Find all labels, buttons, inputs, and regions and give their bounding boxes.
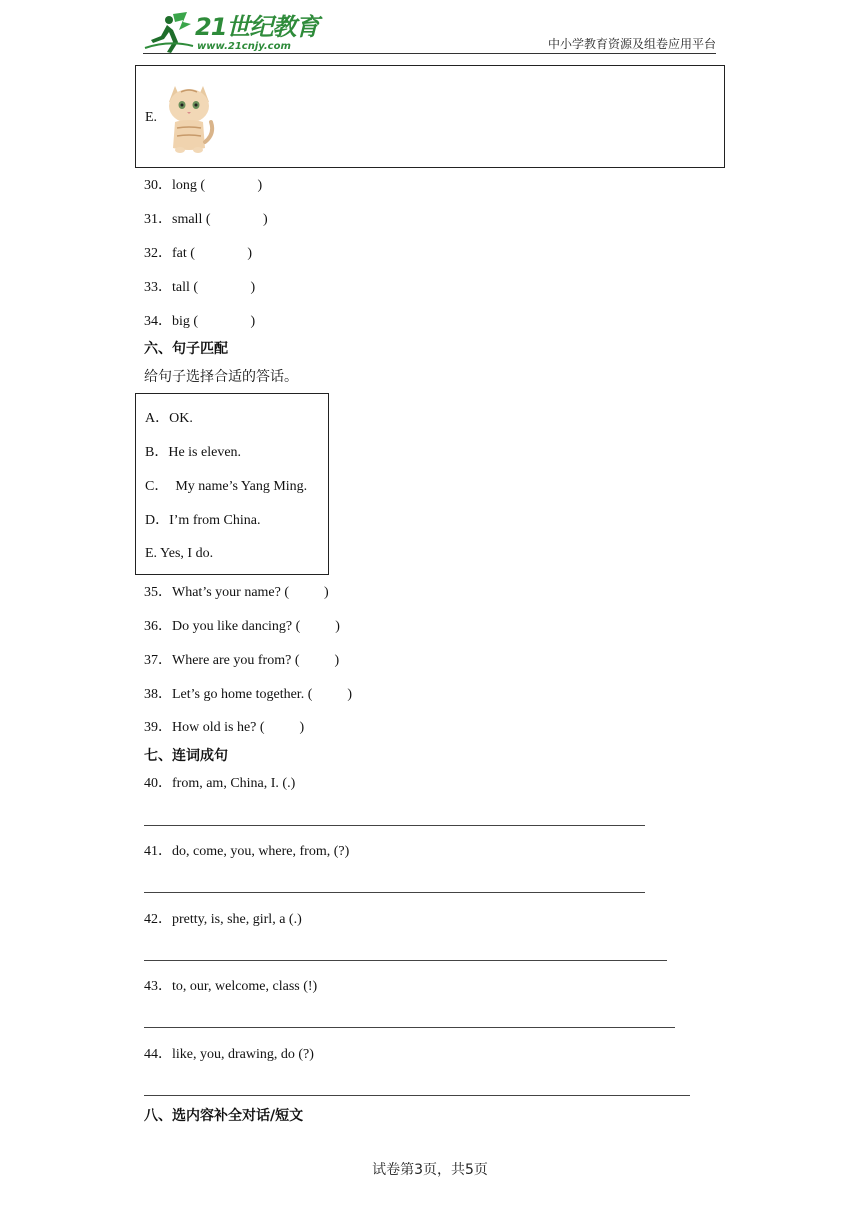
question-42: 42．pretty, is, she, girl, a (.)	[144, 912, 302, 927]
answer-line-40[interactable]	[144, 825, 645, 826]
cat-icon	[161, 78, 217, 156]
answer-line-42[interactable]	[144, 960, 667, 961]
picture-label: E.	[145, 110, 158, 125]
section-6-title: 六、句子匹配	[144, 341, 228, 357]
options-box	[135, 393, 329, 575]
header-rule	[143, 53, 716, 54]
logo-main-text: 21世纪教育	[195, 13, 319, 41]
header-logo	[143, 10, 323, 54]
page-footer: 试卷第3页，共5页	[372, 1162, 488, 1178]
question-36: 36．Do you like dancing? ( )	[144, 619, 340, 634]
option-d: D．I’m from China.	[145, 513, 261, 528]
question-40: 40．from, am, China, I. (.)	[144, 776, 296, 791]
question-31: 31．small ( )	[144, 212, 268, 227]
platform-name: 中小学教育资源及组卷应用平台	[547, 37, 716, 51]
question-43: 43．to, our, welcome, class (!)	[144, 979, 318, 994]
answer-line-43[interactable]	[144, 1027, 675, 1028]
option-a: A．OK.	[145, 411, 193, 426]
question-37: 37．Where are you from? ( )	[144, 653, 340, 668]
runner-logo-icon	[143, 10, 195, 54]
question-34: 34．big ( )	[144, 314, 256, 329]
answer-line-44[interactable]	[144, 1095, 690, 1096]
question-41: 41．do, come, you, where, from, (?)	[144, 844, 350, 859]
question-32: 32．fat ( )	[144, 246, 253, 261]
question-33: 33．tall ( )	[144, 280, 256, 295]
question-38: 38．Let’s go home together. ( )	[144, 687, 353, 702]
picture-box	[135, 65, 725, 168]
logo-sub-text: www.21cnjy.com	[197, 41, 291, 52]
question-44: 44．like, you, drawing, do (?)	[144, 1047, 314, 1062]
option-c: C． My name’s Yang Ming.	[145, 479, 308, 494]
question-30: 30．long ( )	[144, 178, 263, 193]
question-35: 35．What’s your name? ( )	[144, 585, 329, 600]
option-b: B．He is eleven.	[145, 445, 242, 460]
answer-line-41[interactable]	[144, 892, 645, 893]
section-7-title: 七、连词成句	[144, 748, 228, 764]
option-e: E. Yes, I do.	[145, 546, 214, 561]
question-39: 39．How old is he? ( )	[144, 720, 305, 735]
section-6-instruction: 给句子选择合适的答话。	[144, 369, 298, 385]
section-8-title: 八、选内容补全对话/短文	[144, 1108, 304, 1124]
